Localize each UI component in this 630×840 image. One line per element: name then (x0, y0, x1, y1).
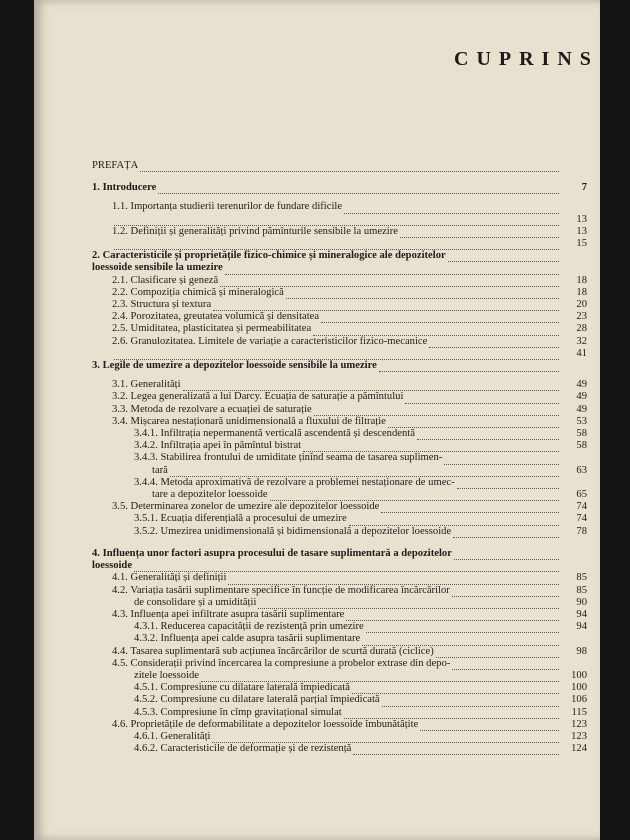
dot-leader (381, 504, 559, 513)
toc-entry-title: 4. Influența unor factori asupra procesului de tasare suplimentară a depozitelor (92, 547, 452, 559)
toc-entry (92, 682, 587, 694)
toc-entry-page: 49 (576, 403, 587, 415)
dot-leader (228, 576, 559, 585)
toc-entry-page: 94 (576, 608, 587, 620)
dot-leader (379, 363, 559, 372)
toc-entry-title: 3.5.1. Ecuația diferențială a procesului de umezire (134, 513, 347, 525)
toc-entry-title: 3.5.2. Umezirea unidimensională și bidimensională a depozitelor loessoide (134, 525, 452, 537)
toc-entry (92, 214, 587, 226)
dot-leader (417, 431, 559, 440)
toc-entry-page: 18 (576, 274, 587, 286)
dot-leader (140, 163, 559, 172)
toc-entry-page: 100 (571, 682, 587, 694)
toc-entry-page: 18 (576, 286, 587, 298)
dot-leader (313, 327, 559, 336)
toc-entry (92, 323, 587, 335)
dot-leader (353, 746, 559, 755)
dot-leader (349, 517, 559, 526)
toc-entry (92, 501, 587, 513)
toc-entry-page: 65 (576, 489, 587, 501)
toc-entry (92, 609, 587, 621)
toc-entry-page: 85 (576, 584, 587, 596)
toc-entry (92, 707, 587, 719)
dot-leader (158, 185, 559, 194)
toc-entry (92, 311, 587, 323)
toc-entry (92, 360, 587, 372)
dot-leader (366, 624, 559, 633)
dot-leader (220, 278, 559, 287)
toc-entry-title: 4.5. Considerații privind încercarea la compresiune a probelor extrase din depo- (112, 657, 451, 669)
toc-entry-title: 4.6. Proprietățile de deformabilitate a depozitelor loessoide îmbunătățite (112, 718, 419, 730)
toc-entry (92, 182, 587, 194)
toc-entry-title: 3.2. Legea generalizată a lui Darcy. Ecuația de saturație a pămîntului (112, 391, 404, 403)
toc-entry (92, 250, 587, 262)
dot-leader (344, 205, 559, 214)
toc-entry (92, 452, 587, 464)
dot-leader (258, 600, 559, 609)
toc-entry-page: 98 (576, 645, 587, 657)
toc-entry-title: PREFAȚA (92, 160, 139, 171)
dot-leader (270, 492, 559, 501)
toc-entry-page: 78 (576, 525, 587, 537)
toc-entry (92, 585, 587, 597)
toc-entry (92, 719, 587, 731)
toc-entry (92, 201, 587, 213)
toc-entry-title: 1. Introducere (92, 182, 157, 194)
toc-entry-title: 3.4.1. Infiltrația nepermanentă verticală ascendentă și descendentă (134, 428, 415, 440)
dot-leader (225, 266, 559, 275)
toc-entry-page: 41 (576, 347, 587, 359)
toc-entry-title: 3.1. Generalități (112, 379, 181, 391)
dot-leader (286, 290, 559, 299)
toc-entry-title: 4.3. Influența apei infiltrate asupra tasării suplimentare (112, 608, 345, 620)
toc-entry-page: 74 (576, 501, 587, 513)
toc-entry-page: 123 (571, 718, 587, 730)
toc-entry (92, 379, 587, 391)
toc-entry (92, 731, 587, 743)
dot-leader (346, 612, 559, 621)
dot-leader (453, 529, 559, 538)
toc-entry (92, 299, 587, 311)
toc-entry-page: 13 (576, 225, 587, 237)
dot-leader (388, 419, 559, 428)
dot-leader (400, 229, 559, 238)
toc-entry-title: 4.6.2. Caracteristicile de deformație și de rezistență (134, 743, 352, 755)
toc-entry-title: 2.1. Clasificare și geneză (112, 274, 219, 286)
dot-leader (448, 253, 559, 262)
dot-leader (201, 673, 559, 682)
dot-leader (212, 734, 559, 743)
dot-leader (314, 407, 559, 416)
toc-entry-title: loessoide sensibile la umezire (92, 262, 223, 274)
toc-entry (92, 694, 587, 706)
toc-entry (92, 262, 587, 274)
dot-leader (429, 339, 559, 348)
toc-entry-title: zitele loessoide (134, 669, 200, 681)
toc-entry-title: 4.5.2. Compresiune cu dilatare laterală parțial împiedicată (134, 694, 380, 706)
dot-leader (452, 661, 559, 670)
toc-entry (92, 226, 587, 238)
dot-leader (457, 480, 559, 489)
dot-leader (321, 314, 559, 323)
toc-entry (92, 336, 587, 348)
toc-entry (92, 348, 587, 360)
toc-entry-page: 100 (571, 669, 587, 681)
toc-entry-title: 4.5.3. Compresiune în cîmp gravitațional simulat (134, 706, 342, 718)
toc-entry-page: 49 (576, 379, 587, 391)
toc-entry-title: 3.4.3. Stabilirea frontului de umiditate ținînd seama de tasarea suplimen- (134, 452, 443, 464)
toc-entry-title: 4.1. Generalități și definiții (112, 572, 227, 584)
toc-entry (92, 160, 587, 172)
toc-entry-page: 49 (576, 391, 587, 403)
toc-entry-title: loessoide (92, 560, 133, 572)
dot-leader (444, 456, 559, 465)
toc-entry (92, 560, 587, 572)
toc-entry-title: 4.5.1. Compresiune cu dilatare laterală împiedicată (134, 682, 350, 694)
toc-entry-page: 58 (576, 440, 587, 452)
toc-entry (92, 465, 587, 477)
toc-entry-page: 13 (576, 213, 587, 225)
toc-entry (92, 743, 587, 755)
toc-entry-page: 53 (576, 415, 587, 427)
toc-entry-title: 4.6.1. Generalități (134, 730, 211, 742)
toc-entry-title: de consolidare și a umidității (134, 596, 257, 608)
toc-entry-title: 3.3. Metoda de rezolvare a ecuației de saturație (112, 403, 312, 415)
toc-entry (92, 621, 587, 633)
toc-entry (92, 572, 587, 584)
toc-entry-page: 106 (571, 694, 587, 706)
toc-entry (92, 526, 587, 538)
toc-entry (92, 670, 587, 682)
toc-entry-title: 4.4. Tasarea suplimentară sub acțiunea încărcărilor de scurtă durată (ciclice) (112, 645, 434, 657)
dot-leader (362, 637, 559, 646)
toc-entry (92, 416, 587, 428)
toc-entry-title: 1.2. Definiții și generalități privind pămînturile sensibile la umezire (112, 225, 398, 237)
toc-entry (92, 404, 587, 416)
toc-entry (92, 238, 587, 250)
dot-leader (114, 217, 559, 226)
toc-entry-title: 2.5. Umiditatea, plasticitatea și permeabilitatea (112, 323, 312, 335)
toc-entry (92, 597, 587, 609)
toc-entry-title: 4.3.2. Influența apei calde asupra tasării suplimentare (134, 633, 361, 645)
toc-entry (92, 658, 587, 670)
toc-entry-page: 32 (576, 335, 587, 347)
dot-leader (213, 302, 559, 311)
page-title: CUPRINS (454, 48, 599, 70)
toc-entry (92, 489, 587, 501)
toc-entry-title: 4.3.1. Reducerea capacității de rezistență prin umezire (134, 621, 364, 633)
dot-leader (183, 382, 559, 391)
toc-entry (92, 428, 587, 440)
toc-entry-page: 90 (576, 596, 587, 608)
toc-entry-title: 1.1. Importanța studierii terenurilor de fundare dificile (112, 201, 343, 213)
toc-entry-title: 3.5. Determinarea zonelor de umezire ale depozitelor loessoide (112, 501, 380, 513)
dot-leader (114, 241, 559, 250)
toc-entry-title: 3.4. Mișcarea nestaționară unidimensională a fluxului de filtrație (112, 415, 386, 427)
toc-entry-page: 7 (581, 182, 587, 194)
toc-entry (92, 513, 587, 525)
toc-entry (92, 440, 587, 452)
toc-entry (92, 633, 587, 645)
toc-entry-page: 28 (576, 323, 587, 335)
toc-entry-page: 124 (571, 743, 587, 755)
toc-entry-page: 115 (571, 706, 587, 718)
toc-entry-page: 58 (576, 428, 587, 440)
toc-entry-page: 94 (576, 621, 587, 633)
dot-leader (452, 588, 559, 597)
dot-leader (303, 443, 559, 452)
toc-entry (92, 646, 587, 658)
toc-entry-page: 123 (571, 730, 587, 742)
toc-entry-page: 63 (576, 464, 587, 476)
toc-entry (92, 548, 587, 560)
dot-leader (344, 710, 559, 719)
toc-entry-title: tare a depozitelor loessoide (152, 489, 268, 501)
toc-entry-title: 4.2. Variația tasării suplimentare specifice în funcție de modificarea încărcărilor (112, 584, 450, 596)
toc-entry-title: 2. Caracteristicile și proprietățile fizico-chimice și mineralogice ale depozitelor (92, 250, 446, 262)
toc-entry (92, 287, 587, 299)
toc-entry-title: 2.4. Porozitatea, greutatea volumică și densitatea (112, 311, 320, 323)
toc-entry-title: 3.4.4. Metoda aproximativă de rezolvare a problemei nestaționare de umec- (134, 476, 455, 488)
table-of-contents (92, 160, 587, 755)
dot-leader (382, 698, 559, 707)
toc-entry-title: 2.6. Granulozitatea. Limitele de variație a caracteristicilor fizico-mecanice (112, 335, 428, 347)
dot-leader (352, 685, 559, 694)
toc-entry-title: 2.2. Compoziția chimică și mineralogică (112, 286, 284, 298)
toc-entry-page: 85 (576, 572, 587, 584)
dot-leader (114, 351, 559, 360)
dot-leader (454, 551, 559, 560)
toc-entry (92, 477, 587, 489)
toc-entry-title: 2.3. Structura și textura (112, 299, 212, 311)
dot-leader (436, 649, 559, 658)
toc-entry-page: 15 (576, 238, 587, 250)
toc-entry-page: 20 (576, 299, 587, 311)
book-page (34, 0, 600, 840)
toc-entry-page: 74 (576, 513, 587, 525)
toc-entry (92, 391, 587, 403)
toc-entry-title: tară (152, 464, 168, 476)
dot-leader (405, 395, 559, 404)
toc-entry (92, 275, 587, 287)
dot-leader (420, 722, 559, 731)
toc-entry-title: 3.4.2. Infiltrația apei în pămîntul bistrat (134, 440, 302, 452)
toc-entry-title: 3. Legile de umezire a depozitelor loessoide sensibile la umezire (92, 360, 377, 372)
toc-entry-page: 23 (576, 311, 587, 323)
dot-leader (134, 563, 559, 572)
dot-leader (170, 468, 559, 477)
